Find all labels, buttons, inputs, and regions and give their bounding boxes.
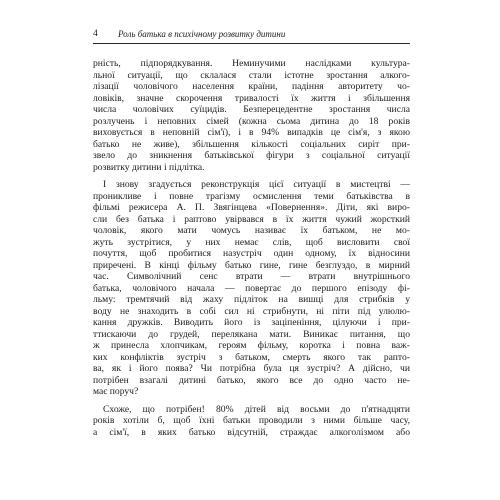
paragraph bbox=[93, 179, 410, 398]
text-line: ттискаючи до грудей, перелякана мати. Виникає питання, що bbox=[93, 328, 410, 340]
page-number: 4 bbox=[93, 29, 98, 39]
text-line: кання дружків. Виводить його із заціпеніння, цілуючи і при- bbox=[93, 317, 410, 328]
text-line: чоловік, якого мати чомусь називає їх батьком, не мо- bbox=[93, 225, 410, 236]
paragraph bbox=[93, 404, 410, 439]
header-rule bbox=[93, 43, 410, 44]
text-line: час. Символічний сенс втрати — втрати внутрішнього bbox=[93, 271, 410, 282]
text-line: виховується в неповній сім'ї), і в 94% випадків це сім'я, з якою bbox=[93, 127, 410, 138]
text-line: потрібен взагалі дитині батько, якого все до одно часто не- bbox=[93, 374, 410, 386]
text-line: батько не живе), збільшення кількості соціальних сиріт при- bbox=[93, 138, 410, 150]
text-line: років хотіли б, щоб їхні батьки проводили з ними більше часу, bbox=[93, 415, 410, 426]
text-line: приречені. В кінці фільму батько гине, гине безглуздо, в мирний bbox=[93, 259, 410, 271]
text-line: проникливе і повне трагізму осмислення теми батьківства в bbox=[93, 190, 410, 202]
text-line: льної ситуації, що склалася стали істотне зростання алкого- bbox=[93, 69, 410, 81]
text-line: жуть зустрітися, у них немає слів, щоб висловити свої bbox=[93, 236, 410, 248]
text-line: І знову згадується реконструкція цієї ситуації в мистецтві — bbox=[103, 179, 410, 190]
text-line: розлучень і неповних сімей (кожна сьома дитина до 18 років bbox=[93, 115, 410, 127]
text-line: рність, підпорядкування. Неминучими наслідками культура- bbox=[93, 58, 410, 69]
text-line: числа чоловічих суїцидів. Безперецедентне зростання числа bbox=[93, 104, 410, 115]
text-line: має поруч? bbox=[93, 386, 139, 397]
text-line: воду не знаходить в собі сил ні стрибнути, ні піти під улюлю- bbox=[93, 305, 410, 317]
text-line: розвитку дитини і підлітка. bbox=[93, 161, 205, 173]
text-line: ва, як і його поява? Чи потрібна була ця зустріч? А дійсно, чи bbox=[93, 363, 410, 374]
text-line: почуття, щоб пробитися назустріч один одному, їх відносини bbox=[93, 248, 410, 259]
text-line: звело до зникнення батьківської фігури з соціальної ситуації bbox=[93, 150, 410, 161]
text-line: фільмі режисера А. П. Звягінцева «Повернення». Діти, які виро- bbox=[93, 202, 410, 213]
running-title: Роль батька в психічному розвитку дитини bbox=[118, 29, 286, 39]
paragraph bbox=[93, 58, 410, 173]
text-line: лізації чоловічого населення країни, падіння авторитету чо- bbox=[93, 81, 410, 92]
text-line: батька, чоловічого начала — повертає до першого епізоду фі- bbox=[93, 282, 410, 294]
body-text bbox=[93, 58, 410, 438]
text-line: ловіків, значне скорочення тривалості їх життя і збільшення bbox=[93, 92, 410, 104]
text-line: ж принесла хлопчикам, героям фільму, коротка і повна важ- bbox=[93, 340, 410, 351]
text-line: льму: тремтячий від жаху підліток на вишці для стрибків у bbox=[93, 294, 410, 305]
text-line: сли без батька і раптово увірвався в їх життя чужий жорсткий bbox=[93, 213, 410, 225]
text-line: Схоже, що потрібен! 80% дітей від восьми до п'ятнадцяти bbox=[103, 403, 410, 415]
text-line: ких конфліктів зустріч з батьком, смерть якого так рапто- bbox=[93, 351, 410, 363]
text-line: а сім'ї, в яких батько відсутній, страждає алкоголізмом або bbox=[93, 426, 410, 438]
